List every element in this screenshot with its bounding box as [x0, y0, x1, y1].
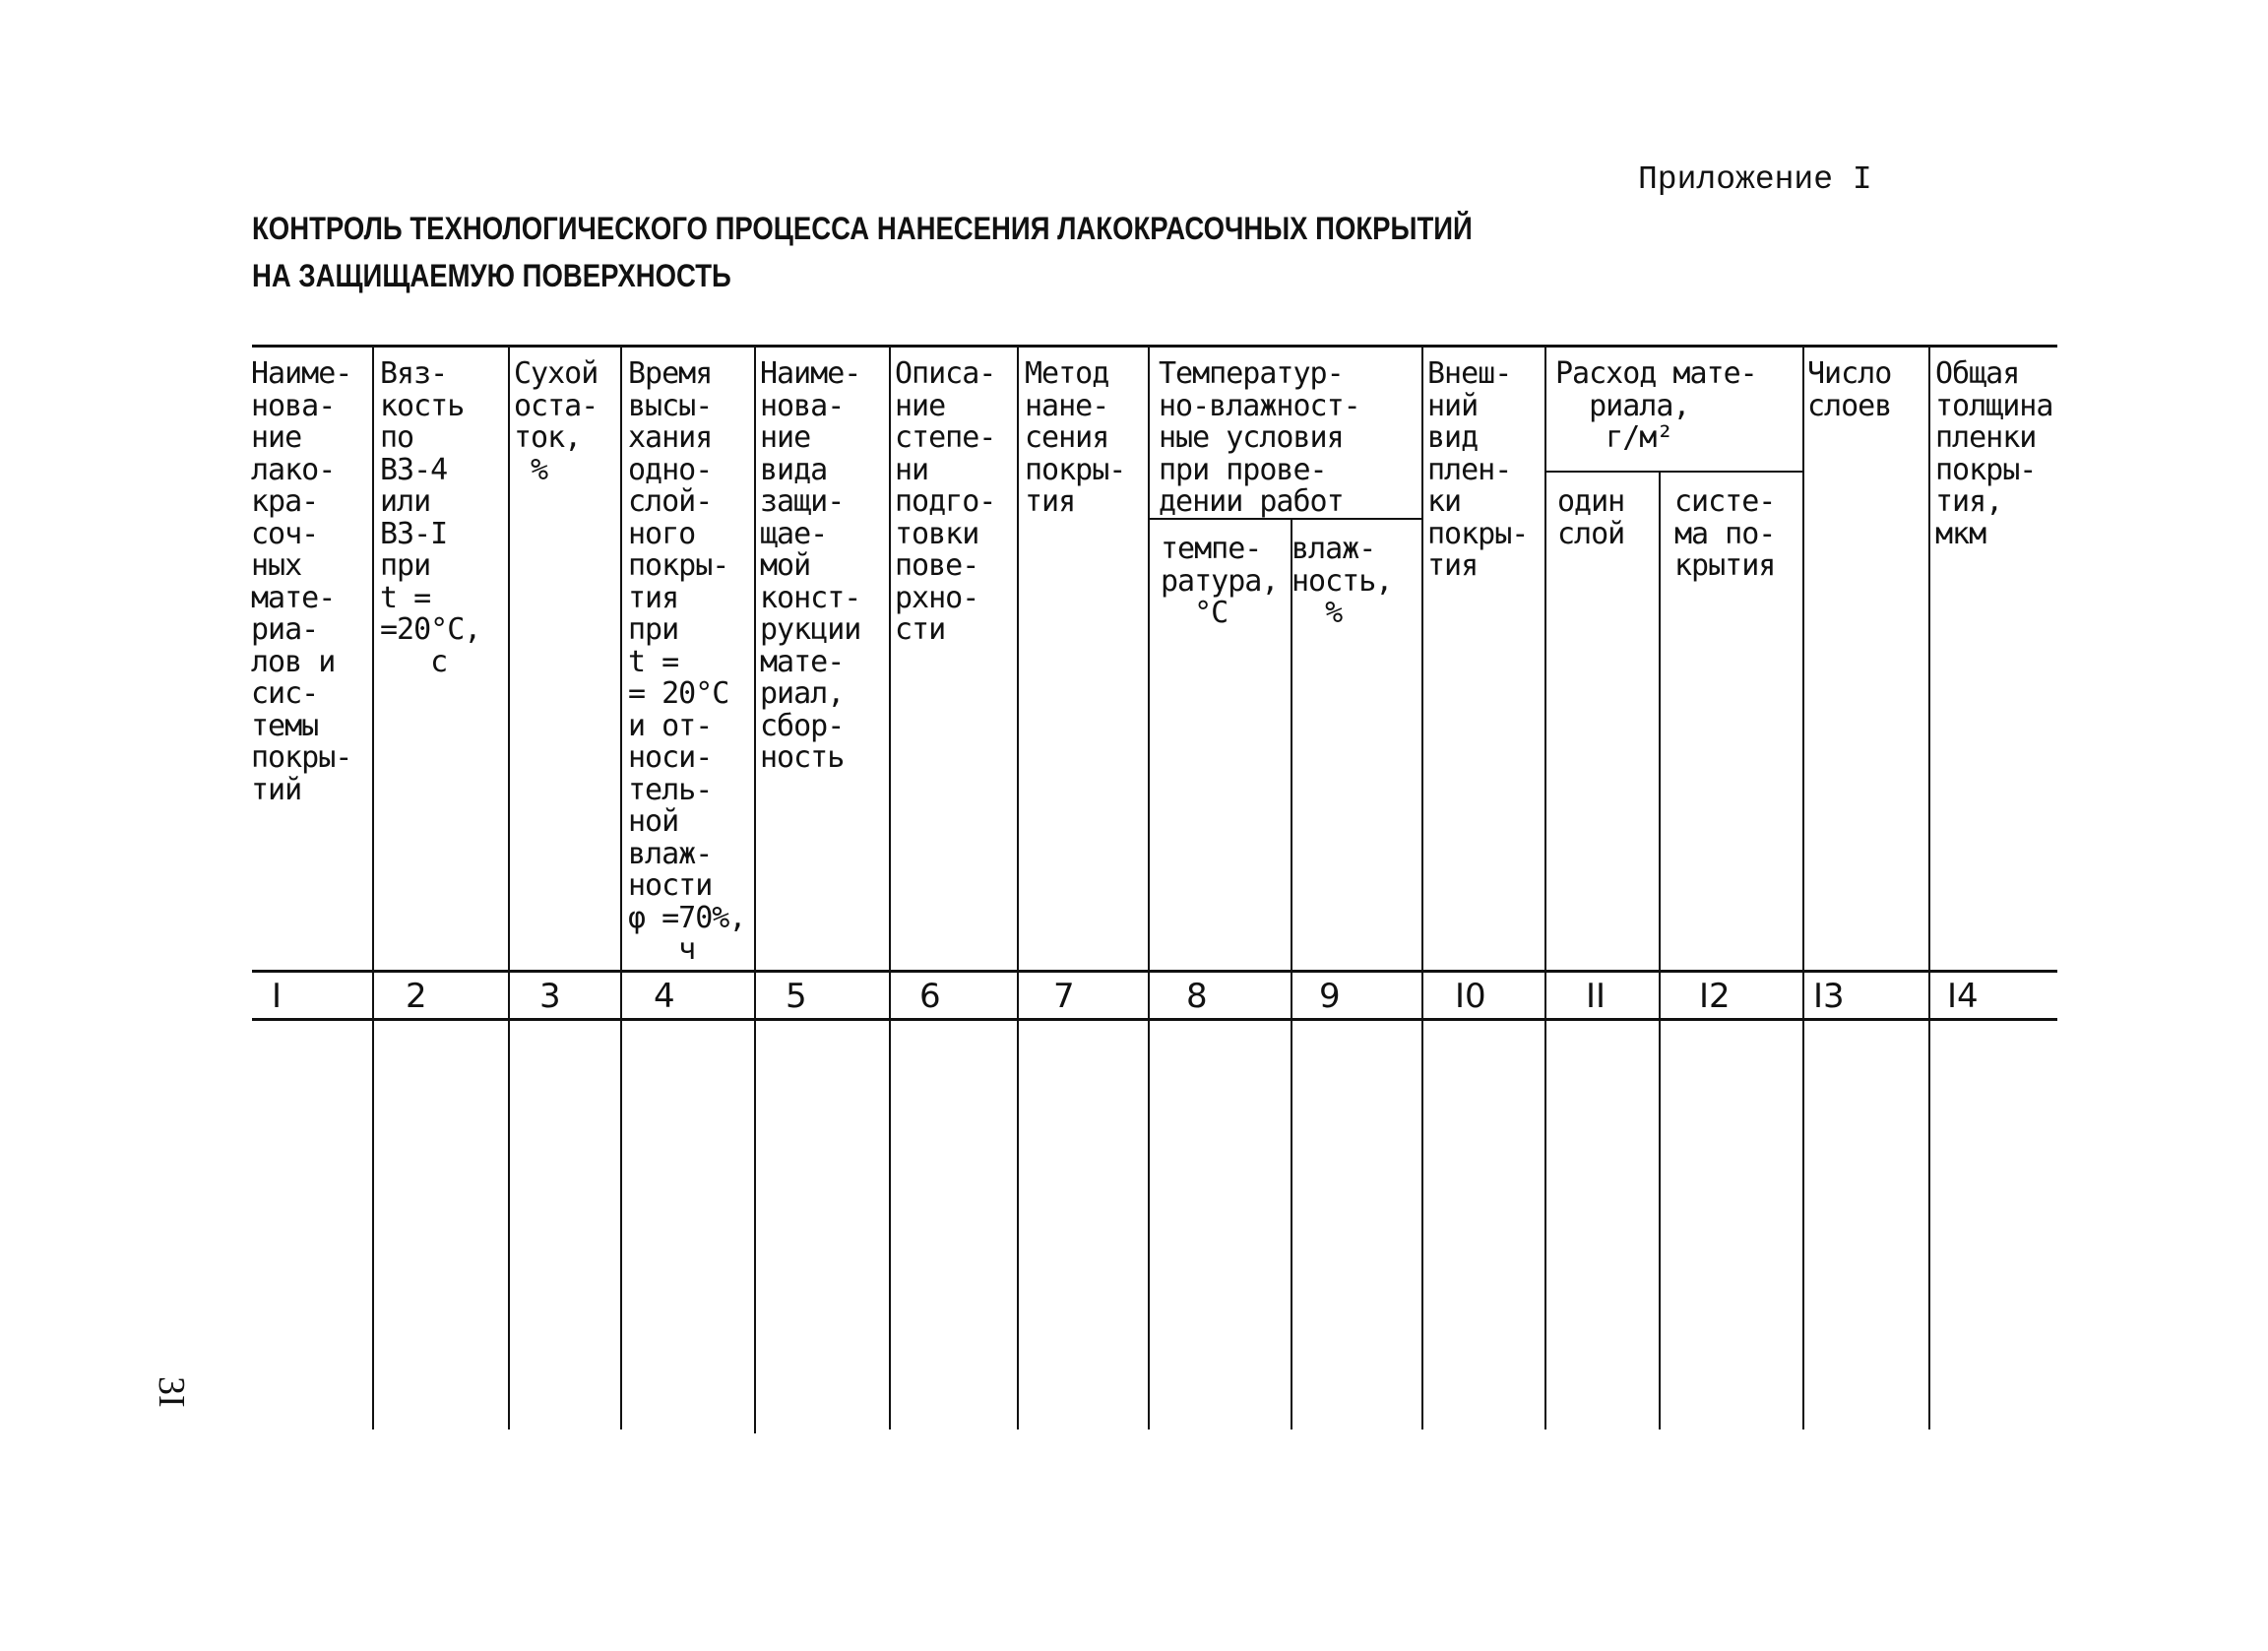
header-film-appearance: Внеш- ний вид плен- ки покры- тия — [1427, 356, 1529, 583]
column-number-3: 3 — [539, 977, 561, 1016]
col-divider-9 — [1421, 345, 1423, 1429]
column-number-5: 5 — [786, 977, 807, 1016]
appendix-label: Приложение I — [1638, 161, 1872, 198]
col-divider-4 — [754, 345, 756, 1433]
group-rule-consumption — [1544, 471, 1802, 473]
header-layer-count: Число слоев — [1807, 356, 1892, 423]
col-divider-7 — [1148, 345, 1150, 1429]
column-number-1: I — [272, 977, 283, 1016]
column-number-6: 6 — [919, 977, 941, 1016]
column-number-9: 9 — [1319, 977, 1341, 1016]
header-viscosity: Вяз- кость по ВЗ-4 или ВЗ-I при t = =20°С, с — [380, 356, 481, 679]
page-number: 3I — [151, 1376, 192, 1408]
column-number-7: 7 — [1053, 977, 1075, 1016]
column-number-8: 8 — [1186, 977, 1208, 1016]
col-divider-2 — [508, 345, 510, 1429]
column-number-14: I4 — [1947, 977, 1979, 1016]
column-number-12: I2 — [1699, 977, 1731, 1016]
header-application-method: Метод нане- сения покры- тия — [1025, 356, 1126, 519]
col-divider-1 — [372, 345, 374, 1429]
col-divider-13 — [1928, 345, 1930, 1429]
header-humidity: влаж- ность, % — [1292, 532, 1393, 630]
document-title-line-1: КОНТРОЛЬ ТЕХНОЛОГИЧЕСКОГО ПРОЦЕССА НАНЕСЕНИЯ ЛАКОКРАСОЧНЫХ ПОКРЫТИЙ — [252, 211, 1473, 246]
header-material-name: Наиме- нова- ние лако- кра- соч- ных мате- риа- лов и сис- темы покры- тий — [251, 356, 352, 807]
header-structure-type: Наиме- нова- ние вида защи- щае- мой конст- рукции мате- риал, сбор- ность — [760, 356, 861, 775]
header-surface-prep: Описа- ние степе- ни подго- товки пове- рхно- сти — [895, 356, 996, 647]
column-number-4: 4 — [654, 977, 675, 1016]
col-divider-12 — [1802, 345, 1804, 1429]
col-divider-6 — [1017, 345, 1019, 1429]
header-dry-residue: Сухой оста- ток, % — [514, 356, 598, 487]
table-top-rule — [252, 345, 2057, 348]
header-consumption-group: Расход мате- риала, г/м² — [1555, 356, 1757, 455]
header-conditions-group: Температур- но-влажност- ные условия при прове- дении работ — [1159, 356, 1360, 519]
column-number-13: I3 — [1813, 977, 1845, 1016]
col-divider-8 — [1291, 518, 1292, 1429]
header-drying-time: Время высы- хания одно- слой- ного покры- тия при t = = 20°С и от- носи- тель- ной влаж- ности φ =70%, ч — [628, 356, 746, 967]
column-number-11: II — [1586, 977, 1606, 1016]
header-temperature: темпе- ратура, °С — [1161, 532, 1279, 630]
header-coating-system: систе- ма по- крытия — [1674, 484, 1776, 583]
header-one-layer: один слой — [1557, 484, 1625, 551]
document-title-line-2: НА ЗАЩИЩАЕМУЮ ПОВЕРХНОСТЬ — [252, 258, 731, 293]
header-bottom-rule — [252, 970, 2057, 973]
column-number-2: 2 — [406, 977, 427, 1016]
header-total-thickness: Общая толщина пленки покры- тия, мкм — [1935, 356, 2053, 551]
col-divider-3 — [620, 345, 622, 1429]
numbers-bottom-rule — [252, 1018, 2057, 1021]
col-divider-5 — [889, 345, 891, 1429]
col-divider-10 — [1544, 345, 1546, 1429]
column-number-10: I0 — [1455, 977, 1486, 1016]
col-divider-11 — [1659, 471, 1661, 1429]
